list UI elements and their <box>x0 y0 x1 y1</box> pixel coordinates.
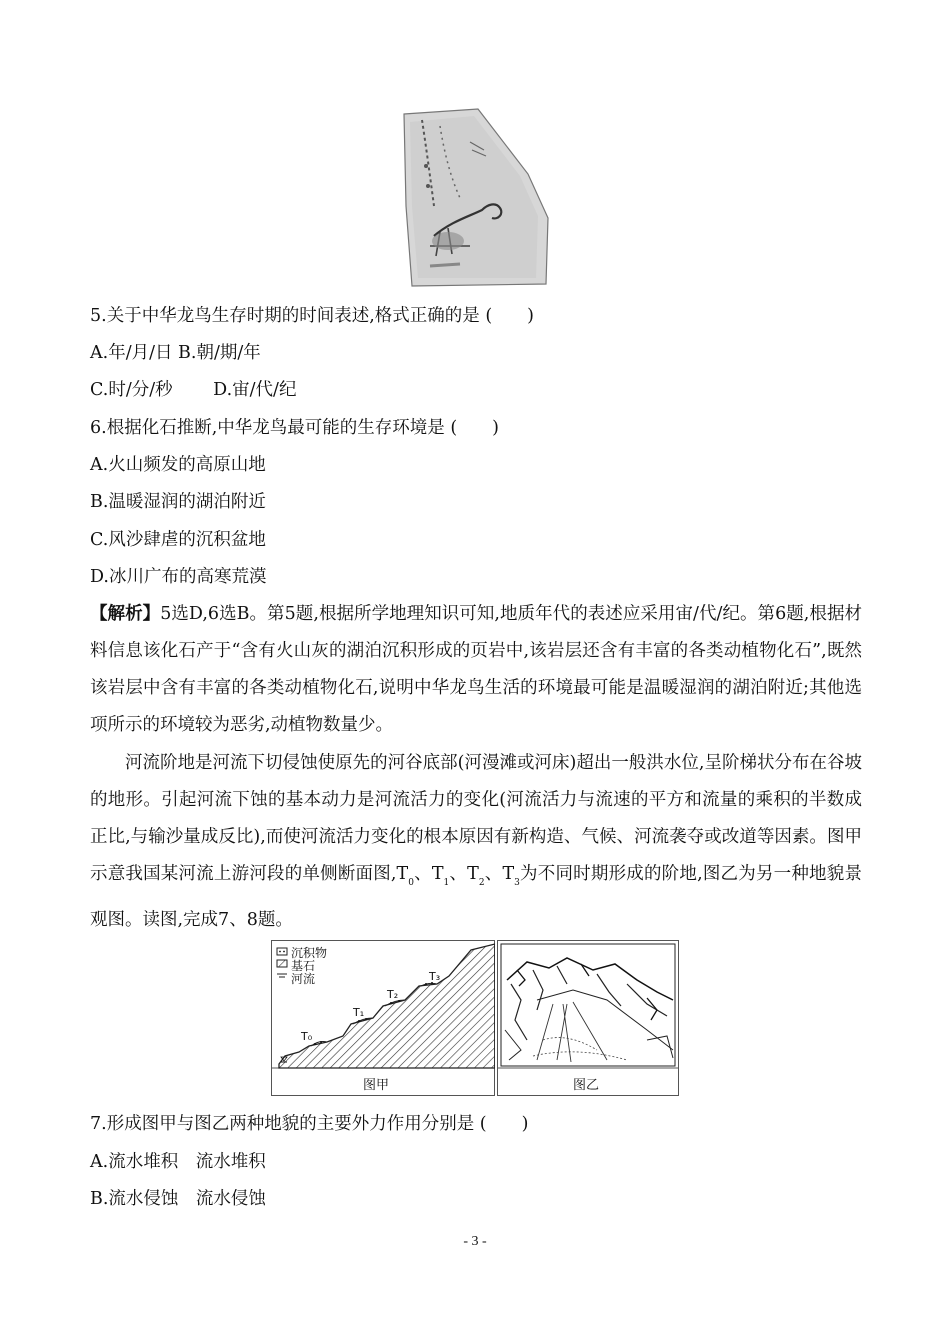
material-paragraph <box>90 745 862 939</box>
analysis-tag: 【解析】 <box>90 604 161 624</box>
q7-option-a: A.流水堆积 流水堆积 <box>90 1152 266 1172</box>
terrace-t2: T₂ <box>387 988 399 1001</box>
terrace-t1: T₁ <box>353 1006 365 1019</box>
q6-stem: 6.根据化石推断,中华龙鸟最可能的生存环境是 ( ) <box>90 418 499 438</box>
terrace-labels: $T_0$、$T_1$、$T_2$、$T_3$ <box>396 864 520 888</box>
q6-option-b: B.温暖湿润的湖泊附近 <box>90 492 266 512</box>
q6-option-a: A.火山频发的高原山地 <box>90 455 266 475</box>
figure-yi <box>497 940 679 1096</box>
fossil-image <box>400 106 550 288</box>
analysis-paragraph <box>90 596 862 744</box>
q7-stem: 7.形成图甲与图乙两种地貌的主要外力作用分别是 ( ) <box>90 1114 529 1134</box>
figure-yi-caption: 图乙 <box>573 1078 600 1093</box>
page-number: - 3 - <box>463 1234 487 1249</box>
figure-jia-caption: 图甲 <box>363 1078 390 1093</box>
q6-option-d: D.冰川广布的高寒荒漠 <box>90 567 267 587</box>
q7-option-b: B.流水侵蚀 流水侵蚀 <box>90 1189 266 1209</box>
analysis-text: 5选D,6选B。第5题,根据所学地理知识可知,地质年代的表述应采用宙/代/纪。第6题,根据材料信息该化石产于“含有火山灰的湖泊沉积形成的页岩中,该岩层还含有丰富的各类动植物化石”,既然该岩层中含有丰富的各类动植物化石,说明中华龙鸟生活的环境最可能是温暖湿润的湖泊附近;其他选项所示的环境较为恶劣,动植物数量少。 <box>90 604 863 735</box>
legend-river: 河流 <box>291 972 316 986</box>
terrace-t3: T₃ <box>429 970 441 983</box>
material-text-after: 为不同时期形成的阶地,图乙为另一种地貌景观图。读图,完成7、8题。 <box>90 864 862 930</box>
q5-options-ab: A.年/月/日 B.朝/期/年 <box>90 343 261 363</box>
q6-option-c: C.风沙肆虐的沉积盆地 <box>90 530 266 550</box>
legend-bedrock: 基石 <box>291 959 316 973</box>
legend-sediment: 沉积物 <box>291 946 328 960</box>
q5-options-cd: C.时/分/秒 D.宙/代/纪 <box>90 380 297 400</box>
terrace-t0: T₀ <box>301 1030 313 1043</box>
material-text-before: 河流阶地是河流下切侵蚀使原先的河谷底部(河漫滩或河床)超出一般洪水位,呈阶梯状分布在谷坡的地形。引起河流下蚀的基本动力是河流活力的变化(河流活力与流速的平方和流量的乘积的半数成正比,与输沙量成反比),而使河流活力变化的根本原因有新构造、气候、河流袭夺或改道等因素。图甲示意我国某河流上游河段的单侧断面图, <box>90 753 862 884</box>
figure-jia <box>271 940 495 1096</box>
q5-stem: 5.关于中华龙鸟生存时期的时间表述,格式正确的是 ( ) <box>90 306 534 326</box>
fossil-figure <box>400 106 550 288</box>
